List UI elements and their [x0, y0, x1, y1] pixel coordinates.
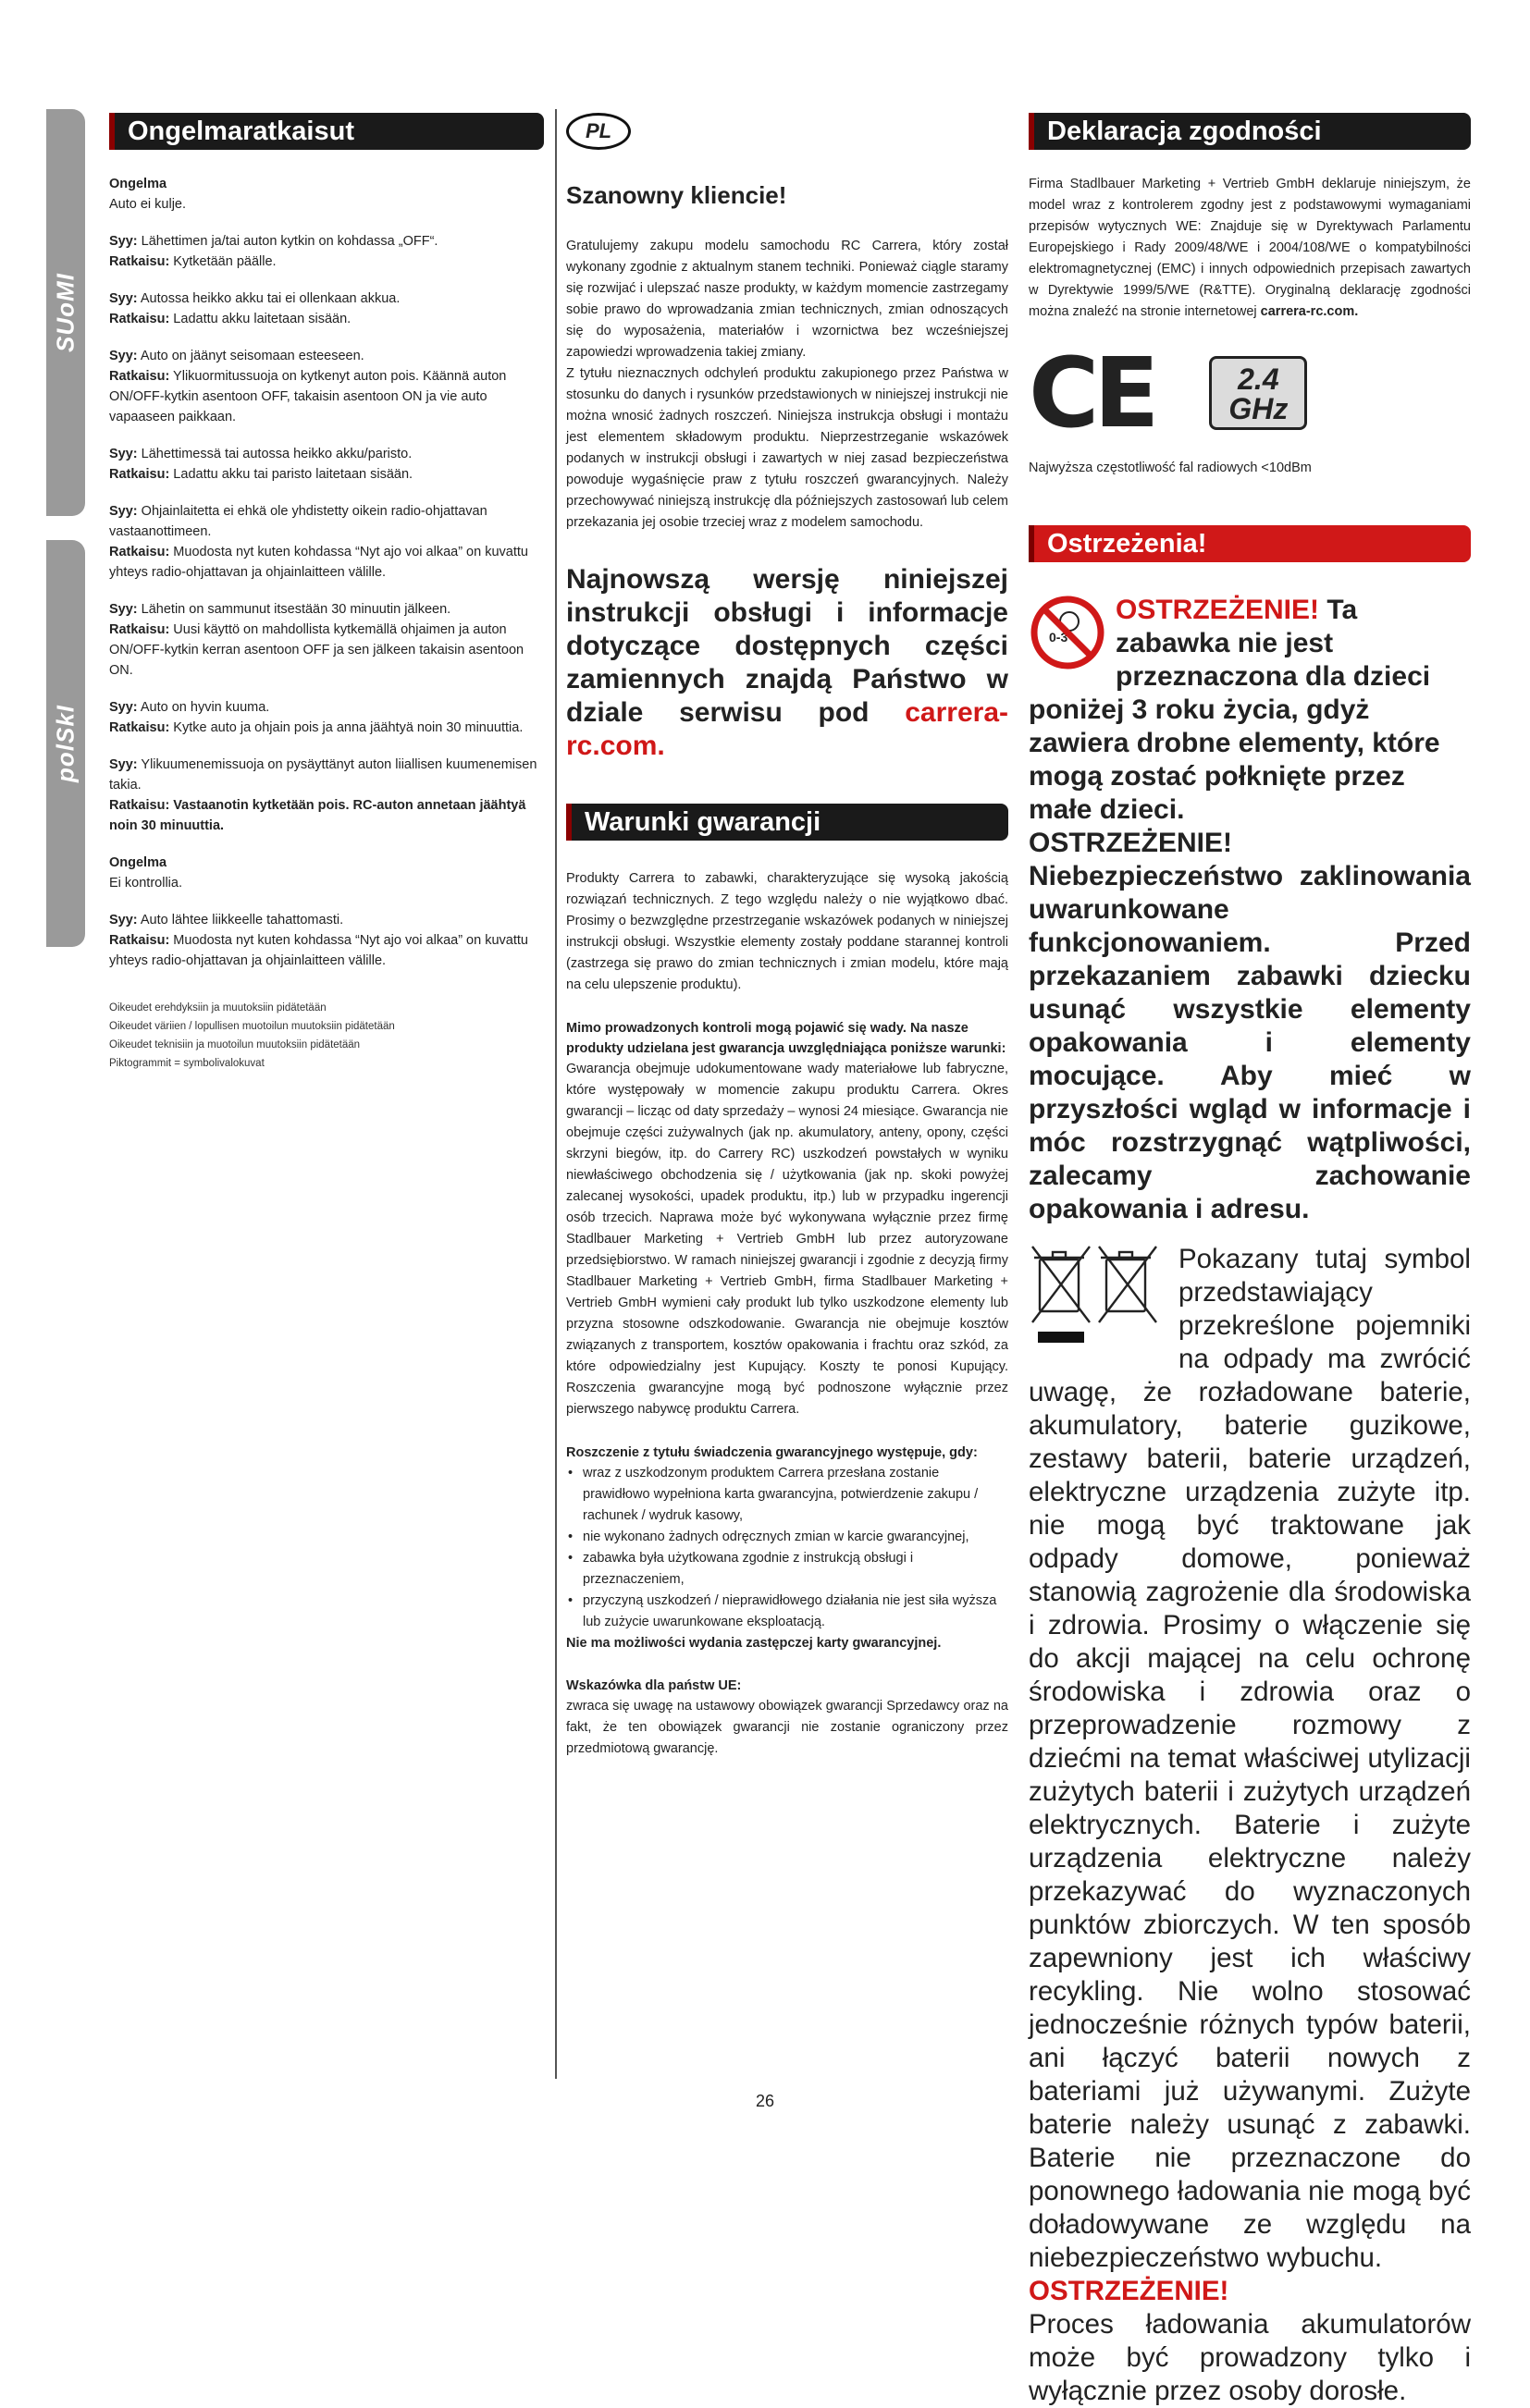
- declaration-header: Deklaracja zgodności: [1029, 113, 1471, 150]
- cause-solution-row: [109, 289, 544, 309]
- age-restriction-icon: [1029, 594, 1106, 671]
- warning-label: OSTRZEŻENIE!: [1116, 595, 1320, 625]
- problem-heading: Ongelma: [109, 177, 167, 191]
- customer-column: [566, 113, 1008, 1760]
- cause-solution-row: [109, 252, 544, 272]
- row-key: Ratkaisu:: [109, 933, 170, 948]
- cause-solution-row: [109, 231, 544, 252]
- row-key: Ratkaisu:: [109, 720, 170, 735]
- warranty-paragraph: Produkty Carrera to zabawki, charakteryzujące się wysoką jakością rozwiązań technicznych. Z tego względu należy o nie wyjątkowo dbać. Prosimy o bezwzględne przestrzeganie wskazówek podanych w niniejszej instrukcji obsługi. Wszystkie elementy zostały poddane starannej kontroli (zastrzega się prawo do zmian technicznych i zmian modelu, które mają na celu ulepszenie produktu).: [566, 871, 1008, 992]
- copyright-notes: [109, 999, 544, 1073]
- row-key: Ratkaisu:: [109, 369, 170, 384]
- row-value: Uusi käyttö on mahdollista kytkemällä ohjaimen ja auton ON/OFF-kytkin kerran asentoon OFF ja sen jälkeen takaisin asentoon ON.: [109, 622, 524, 678]
- frequency-note: Najwyższa częstotliwość fal radiowych <10dBm: [1029, 461, 1312, 475]
- cause-solution-row: [109, 599, 544, 620]
- declaration-body: Firma Stadlbauer Marketing + Vertrieb GmbH deklaruje niniejszym, że model wraz z kontrolerem zgodny jest z podstawowymi wymaganiami przepisów wytycznych WE: Znajduje się w Dyrektywach Parlamentu Europejskiego i Rady 2009/48/WE i 2004/108/WE o kompatybilności elektromagnetycznej (EMC) i innych odpowiednich przepisach zawartych w Dyrektywie 1999/5/WE (R&TTE). Oryginalną deklarację zgodności można znaleźć na stronie internetowej: [1029, 177, 1471, 319]
- row-value: Ladattu akku laitetaan sisään.: [169, 312, 352, 326]
- ghz-value: 2.4: [1238, 362, 1279, 396]
- troubleshooting-entry: [109, 853, 544, 893]
- entrapment-warning: [1029, 827, 1471, 1226]
- list-item: • wraz z uszkodzonym produktem Carrera przesłana zostanie prawidłowo wypełniona karta gwarancyjna, potwierdzenie zakupu / rachunek / wydruk kasowy,: [566, 1463, 1008, 1527]
- row-value: Auto lähtee liikkeelle tahattomasti.: [137, 913, 344, 928]
- ce-mark-icon: CE: [1029, 337, 1154, 449]
- page-number: 26: [755, 2092, 775, 2110]
- row-value: Ohjainlaitetta ei ehkä ole yhdistetty oikein radio-ohjattavan vastaanottimeen.: [109, 504, 487, 539]
- troubleshooting-entry: [109, 444, 544, 485]
- row-key: Ratkaisu:: [109, 798, 170, 813]
- row-key: Syy:: [109, 234, 138, 249]
- troubleshooting-column: [109, 113, 544, 1073]
- troubleshooting-entry: [109, 174, 544, 215]
- row-value: Muodosta nyt kuten kohdassa “Nyt ajo voi alkaa” on kuvattu yhteys radio-ohjattavan ja ohjainlaitteen välille.: [109, 933, 528, 968]
- age-label: 0-3: [1049, 630, 1068, 645]
- troubleshooting-header: Ongelmaratkaisut: [109, 113, 544, 150]
- cause-solution-row: [109, 620, 544, 681]
- problem-text: Ei kontrollia.: [109, 876, 182, 891]
- latest-version-note: [566, 563, 1008, 763]
- row-key: Ratkaisu:: [109, 467, 170, 482]
- claims-head: Roszczenie z tytułu świadczenia gwarancyjnego występuje, gdy:: [566, 1445, 978, 1460]
- side-tab-finnish: [46, 109, 85, 516]
- list-item: • zabawka była użytkowana zgodnie z instrukcją obsługi i przeznaczeniem,: [566, 1548, 1008, 1591]
- row-value: Lähetin on sammunut itsestään 30 minuutin jälkeen.: [137, 602, 451, 617]
- row-value: Auto on hyvin kuuma.: [137, 700, 270, 715]
- row-key: Syy:: [109, 291, 138, 306]
- choking-warning: [1029, 594, 1471, 827]
- row-value: Ladattu akku tai paristo laitetaan sisään.: [169, 467, 413, 482]
- cause-solution-row: [109, 444, 544, 464]
- warning-text: Niebezpieczeństwo zaklinowania uwarunkowane funkcjonowaniem. Przed przekazaniem zabawki dziecku usunąć wszystkie elementy opakowania i elementy mocujące. Aby mieć w przyszłości wgląd w informacje i móc rozstrzygnąć wątpliwości, zalecamy zachowanie opakowania i adresu.: [1029, 861, 1471, 1224]
- warning-label: OSTRZEŻENIE!: [1029, 828, 1233, 858]
- troubleshooting-entry: [109, 501, 544, 583]
- cause-solution-row: [109, 346, 544, 366]
- copyright-line: Oikeudet väriien / lopullisen muotoilun muutoksiin pidätetään: [109, 1021, 395, 1032]
- troubleshooting-list: [109, 174, 544, 971]
- crossed-bin-icon: [1029, 1243, 1166, 1350]
- cause-solution-row: [109, 366, 544, 427]
- row-key: Syy:: [109, 602, 138, 617]
- troubleshooting-entry: [109, 346, 544, 427]
- warnings-header: Ostrzeżenia!: [1029, 525, 1471, 562]
- troubleshooting-entry: [109, 697, 544, 738]
- row-value: Lähettimessä tai autossa heikko akku/paristo.: [137, 447, 413, 461]
- greeting-title: Szanowny kliencie!: [566, 181, 787, 209]
- row-key: Ratkaisu:: [109, 545, 170, 559]
- row-value: Ylikuumenemissuoja on pysäyttänyt auton liiallisen kuumenemisen takia.: [109, 757, 537, 792]
- cause-solution-row: [109, 795, 544, 836]
- eu-note-text: zwraca się uwagę na ustawowy obowiązek gwarancji Sprzedawcy oraz na fakt, że ten obowiązek gwarancji nie zostanie ograniczony przez przedmiotową gwarancję.: [566, 1699, 1008, 1756]
- certification-marks: [1029, 337, 1471, 449]
- intro-paragraph: Gratulujemy zakupu modelu samochodu RC Carrera, który został wykonany zgodnie z aktualnym stanem techniki. Ponieważ ciągle staramy się rozwijać i ulepszać nasze produkty, w każdym momencie zastrzegamy sobie prawo do wprowadzania zmian technicznych, zmian odnoszących się do wyposażenia, materiałów i wzornictwa bez wcześniejszej zapowiedzi wprowadzenia takiej zmiany.: [566, 239, 1008, 360]
- intro-paragraph-2: Z tytułu nieznacznych odchyleń produktu zakupionego przez Państwa w stosunku do danych i rysunków przedstawionych w niniejszej instrukcji nie można wnosić żadnych roszczeń. Niniejsza instrukcja obsługi i montażu jest elementem składowym produktu. Nieprzestrzeganie wskazówek podanych w instrukcji obsługi i zawartych w niej zasad bezpieczeństwa powoduje wygaśnięcie praw z tytułu roszczeń gwarancyjnych. Należy przechowywać niniejszą instrukcję dla późniejszych zastosowań lub celem przekazania jej osobie trzeciej wraz z modelem samochodu.: [566, 366, 1008, 530]
- warranty-details: Gwarancja obejmuje udokumentowane wady materiałowe lub fabryczne, które występowały w momencie zakupu produktu Carrera. Okres gwarancji – licząc od daty sprzedaży – wynosi 24 miesiące. Gwarancja nie obejmuje części zużywalnych (jak np. akumulatory, anteny, opony, części skrzyni biegów, itp. do Carrery RC) uszkodzeń powstałych w wyniku niewłaściwego obchodzenia się / użytkowania (jak np. skoki powyżej zalecanej wysokości, upadek produktu, itp.) lub w przypadku ingerencji osób trzecich. Naprawa może być wykonywana wyłącznie przez firmę Stadlbauer Marketing + Vertrieb GmbH lub przez autoryzowane przedsiębiorstwo. W ramach niniejszej gwarancji i zgodnie z decyzją firmy Stadlbauer Marketing + Vertrieb GmbH, firma Stadlbauer Marketing + Vertrieb GmbH wymieni cały produkt lub tylko uszkodzone elementy lub przyzna stosowne odszkodowanie. Gwarancja nie obejmuje kosztów związanych z transportem, kosztów opakowania i frachtu oraz szkód, za które odpowiedzialny jest Kupujący. Koszty te ponosi Kupujący. Roszczenia gwarancyjne mogą być podnoszone wyłącznie przez pierwszego nabywcę produktu Carrera.: [566, 1062, 1008, 1417]
- row-value: Kytke auto ja ohjain pois ja anna jäähtyä noin 30 minuuttia.: [169, 720, 524, 735]
- warning-text: Proces ładowania akumulatorów może być prowadzony tylko i wyłącznie przez osoby dorosłe.: [1029, 2309, 1471, 2406]
- row-key: Syy:: [109, 700, 138, 715]
- cause-solution-row: [109, 718, 544, 738]
- row-key: Syy:: [109, 913, 138, 928]
- row-value: Kytketään päälle.: [169, 254, 277, 269]
- cause-solution-row: [109, 755, 544, 795]
- ghz-unit: GHz: [1228, 392, 1289, 425]
- declaration-text: [1029, 174, 1471, 323]
- column-divider: [555, 109, 557, 2079]
- list-item: • nie wykonano żadnych odręcznych zmian w karcie gwarancyjnej,: [566, 1527, 1008, 1548]
- row-key: Ratkaisu:: [109, 622, 170, 637]
- warning-label: OSTRZEŻENIE!: [1029, 2276, 1229, 2306]
- row-key: Ratkaisu:: [109, 254, 170, 269]
- problem-text: Auto ei kulje.: [109, 197, 187, 212]
- row-value: Lähettimen ja/tai auton kytkin on kohdassa „OFF“.: [137, 234, 438, 249]
- charging-warning: [1029, 2275, 1471, 2408]
- cause-solution-row: [109, 542, 544, 583]
- declaration-column: [1029, 113, 1471, 2408]
- language-badge: PL: [566, 113, 631, 150]
- row-key: Ratkaisu:: [109, 312, 170, 326]
- side-tab-label: SUoMI: [51, 273, 80, 352]
- cause-solution-row: [109, 910, 544, 930]
- troubleshooting-entry: [109, 910, 544, 971]
- row-key: Syy:: [109, 447, 138, 461]
- cause-solution-row: [109, 930, 544, 971]
- latest-version-text: Najnowszą wersję niniejszej instrukcji obsługi i informacje dotyczące dostępnych części zamiennych znajdą Państwo w dziale serwisu pod: [566, 564, 1008, 728]
- warranty-header: Warunki gwarancji: [566, 804, 1008, 841]
- cause-solution-row: [109, 309, 544, 329]
- copyright-line: Oikeudet erehdyksiin ja muutoksiin pidätetään: [109, 1002, 327, 1014]
- claims-list: [566, 1463, 1008, 1633]
- row-value: Autossa heikko akku tai ei ollenkaan akkua.: [137, 291, 401, 306]
- row-key: Syy:: [109, 757, 138, 772]
- troubleshooting-entry: [109, 599, 544, 681]
- row-value: Auto on jäänyt seisomaan esteeseen.: [137, 349, 364, 363]
- declaration-link[interactable]: carrera-rc.com.: [1260, 304, 1359, 319]
- cause-solution-row: [109, 697, 544, 718]
- side-tab-polish: [46, 540, 85, 947]
- row-value: Muodosta nyt kuten kohdassa “Nyt ajo voi alkaa” on kuvattu yhteys radio-ohjattavan ja ohjainlaitteen välille.: [109, 545, 528, 580]
- problem-heading: Ongelma: [109, 855, 167, 870]
- disposal-notice: [1029, 1243, 1471, 2275]
- cause-solution-row: [109, 464, 544, 485]
- row-key: Syy:: [109, 504, 138, 519]
- list-item: • przyczyną uszkodzeń / nieprawidłowego działania nie jest siła wyższa lub zużycie uwarunkowane eksploatacją.: [566, 1591, 1008, 1633]
- row-value: Ylikuormitussuoja on kytkenyt auton pois. Käännä auton ON/OFF-kytkin asentoon OFF, takaisin asentoon ON ja vie auto vapaaseen paikkaan.: [109, 369, 507, 424]
- service-link[interactable]: carrera-rc.com.: [566, 697, 1009, 761]
- troubleshooting-entry: [109, 755, 544, 836]
- copyright-line: Piktogrammit = symbolivalokuvat: [109, 1058, 265, 1069]
- side-tab-label: polSkI: [51, 704, 80, 783]
- eu-note-head: Wskazówka dla państw UE:: [566, 1678, 742, 1693]
- warning-text: Ta zabawka nie jest przeznaczona dla dzieci poniżej 3 roku życia, gdyż zawiera drobne elementy, które mogą zostać połknięte przez małe dzieci.: [1029, 595, 1440, 825]
- no-replacement-card: Nie ma możliwości wydania zastępczej karty gwarancyjnej.: [566, 1636, 942, 1651]
- row-value: Vastaanotin kytketään pois. RC-auton annetaan jäähtyä noin 30 minuuttia.: [109, 798, 526, 833]
- cause-solution-row: [109, 501, 544, 542]
- 2-4ghz-icon: [1209, 356, 1307, 430]
- troubleshooting-entry: [109, 231, 544, 272]
- copyright-line: Oikeudet teknisiin ja muotoilun muutoksiin pidätetään: [109, 1039, 361, 1050]
- troubleshooting-entry: [109, 289, 544, 329]
- warranty-conditions-head: Mimo prowadzonych kontroli mogą pojawić się wady. Na nasze produkty udzielana jest gwarancja uwzględniająca poniższe warunki:: [566, 1021, 1006, 1056]
- disposal-text: Pokazany tutaj symbol przedstawiający przekreślone pojemniki na odpady ma zwrócić uwagę, że rozładowane baterie, akumulatory, baterie guzikowe, zestawy baterii, baterie urządzeń, elektryczne urządzenia zużyte itp. nie mogą być traktowane jak odpady domowe, ponieważ stanowią zagrożenie dla środowiska i zdrowia. Prosimy o włączenie się do akcji mającej na celu ochronę środowiska i zdrowia oraz o przeprowadzenie rozmowy z dziećmi na temat właściwej utylizacji zużytych baterii i zużytych urządzeń elektrycznych. Baterie i zużyte urządzenia elektryczne należy przekazywać do wyznaczonych punktów zbiorczych. W ten sposób zapewniony jest ich właściwy recykling. Nie wolno stosować jednocześnie różnych typów baterii, ani łączyć baterii nowych z bateriami już używanymi. Zużyte baterie należy usunąć z zabawki. Baterie nie przeznaczone do ponownego ładowania nie mogą być doładowywane ze względu na niebezpieczeństwo wybuchu.: [1029, 1244, 1471, 2273]
- row-key: Syy:: [109, 349, 138, 363]
